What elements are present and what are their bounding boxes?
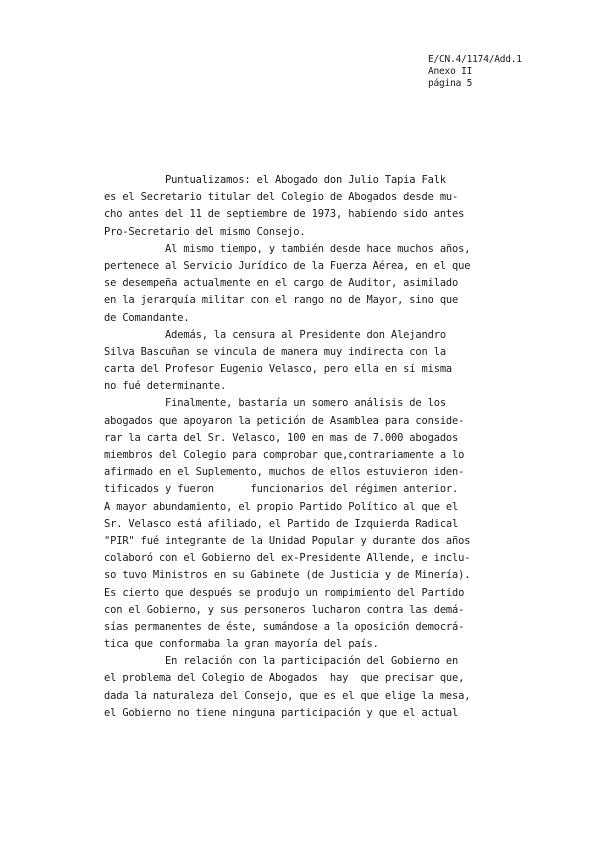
text-line: Pro-Secretario del mismo Consejo. (104, 225, 306, 238)
text-line: el problema del Colegio de Abogados hay que precisar que, (104, 672, 465, 685)
text-line: colaboró con el Gobierno del ex-Presidente Allende, e inclu- (104, 552, 471, 565)
text-line: tificados y fueron funcionarios del régimen anterior. (104, 483, 459, 496)
annex-label: Anexo II (428, 66, 473, 77)
text-line: cho antes del 11 de septiembre de 1973, habiendo sido antes (104, 208, 465, 221)
text-line: dada la naturaleza del Consejo, que es el que elige la mesa, (104, 689, 471, 702)
text-line: carta del Profesor Eugenio Velasco, pero ella en sí misma (104, 363, 453, 376)
page-number: página 5 (428, 78, 473, 89)
text-line: con el Gobierno, y sus personeros lucharon contra las demá- (104, 603, 465, 616)
text-line: Al mismo tiempo, y también desde hace muchos años, (104, 242, 471, 255)
text-line: En relación con la participación del Gobierno en (104, 655, 459, 668)
text-line: afirmado en el Suplemento, muchos de ellos estuvieron iden- (104, 466, 465, 479)
text-line: de Comandante. (104, 311, 190, 324)
text-line: Puntualizamos: el Abogado don Julio Tapia Falk (104, 174, 446, 186)
text-line: Es cierto que después se produjo un rompimiento del Partido (104, 586, 465, 599)
text-line: A mayor abundamiento, el propio Partido Político al que el (104, 500, 459, 513)
text-line: Sr. Velasco está afiliado, el Partido de Izquierda Radical (104, 517, 459, 530)
text-line: se desempeña actualmente en el cargo de Auditor, asimilado (104, 277, 459, 290)
text-line: miembros del Colegio para comprobar que,contrariamente a lo (104, 449, 465, 461)
text-line: abogados que apoyaron la petición de Asamblea para conside- (104, 414, 465, 427)
text-line: en la jerarquía militar con el rango no de Mayor, sino que (104, 294, 459, 307)
text-line: Silva Bascuñan se vincula de manera muy indirecta con la (104, 345, 446, 358)
text-line: so tuvo Ministros en su Gabinete (de Justicia y de Minería). (104, 569, 471, 582)
text-line: pertenece al Servicio Jurídico de la Fuerza Aérea, en el que (104, 259, 471, 272)
text-line: es el Secretario titular del Colegio de Abogados desde mu- (104, 191, 459, 204)
text-line: Finalmente, bastaría un somero análisis de los (104, 397, 446, 410)
text-line: Además, la censura al Presidente don Alejandro (104, 328, 446, 341)
text-line: no fué determinante. (104, 380, 227, 393)
document-header (428, 54, 522, 90)
text-line: tica que conformaba la gran mayoría del país. (104, 638, 379, 651)
text-line: sías permanentes de éste, sumándose a la oposición democrá- (104, 620, 465, 633)
text-line: rar la carta del Sr. Velasco, 100 en mas de 7.000 abogados (104, 431, 459, 444)
body-text (104, 172, 544, 722)
text-line: "PIR" fué integrante de la Unidad Popular y durante dos años (104, 534, 471, 547)
document-code: E/CN.4/1174/Add.1 (428, 54, 522, 65)
text-line: el Gobierno no tiene ninguna participación y que el actual (104, 706, 459, 719)
